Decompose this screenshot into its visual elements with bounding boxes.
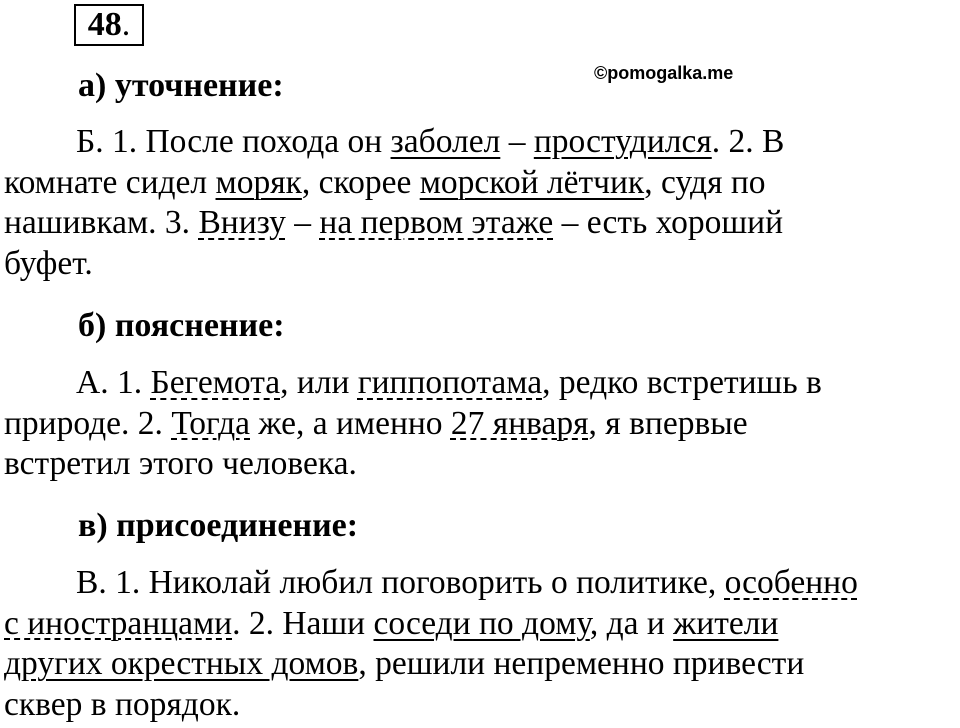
text-run: , или — [280, 364, 358, 401]
paragraph-line — [4, 604, 956, 645]
text-run: , редко встретишь в — [542, 364, 822, 401]
solid-underlined-phrase: простудился — [533, 123, 712, 160]
dashed-underlined-phrase: Внизу — [198, 204, 286, 241]
paragraph-line — [4, 444, 956, 485]
text-run: комнате сидел — [4, 163, 216, 201]
paragraph-line — [4, 203, 956, 244]
text-run: природе. 2. — [4, 404, 172, 442]
text-run: А. 1. — [76, 364, 151, 401]
dashed-underlined-phrase: на первом этаже — [319, 204, 554, 241]
text-run: – есть хороший — [553, 204, 784, 241]
text-run: буфет. — [4, 244, 93, 282]
dashed-underlined-phrase: гиппопотама — [357, 364, 543, 401]
exercise-number: 48 — [87, 6, 122, 43]
section-b-paragraph — [4, 363, 956, 485]
section-c-paragraph — [4, 563, 956, 725]
solid-underlined-phrase: моряк — [215, 163, 302, 201]
paragraph-line — [4, 122, 956, 163]
paragraph-line — [4, 363, 956, 404]
solid-underlined-phrase: заболел — [390, 123, 501, 160]
solid-underlined-phrase: соседи по дому — [373, 604, 590, 642]
text-run: . 2. Наши — [232, 604, 374, 642]
text-run: сквер в порядок. — [4, 685, 241, 723]
solid-underlined-phrase: морской лётчик — [419, 163, 645, 201]
paragraph-line — [4, 163, 956, 204]
text-run: – — [285, 204, 320, 241]
text-run: . 2. В — [711, 123, 785, 160]
text-run: встретил этого человека. — [4, 445, 357, 482]
text-run: , скорее — [301, 163, 420, 201]
text-run: – — [500, 123, 534, 160]
exercise-number-dot: . — [121, 6, 131, 43]
text-run: же, а именно — [250, 404, 451, 442]
paragraph-line — [4, 685, 956, 726]
section-b-heading: б) пояснение: — [78, 307, 285, 344]
watermark: ©pomogalka.me — [594, 63, 734, 83]
text-run: , я впервые — [588, 404, 748, 442]
dashed-underlined-phrase: с иностранцами — [4, 604, 233, 642]
paragraph-line — [4, 644, 956, 685]
text-run: , решили непременно привести — [358, 645, 805, 682]
section-a-paragraph — [4, 122, 956, 284]
solid-underlined-phrase: других окрестных домов — [4, 645, 359, 682]
solid-underlined-phrase: жители — [673, 604, 779, 642]
section-a-heading: а) уточнение: — [78, 67, 284, 104]
paragraph-line — [4, 404, 956, 445]
exercise-number-box — [74, 4, 144, 46]
paragraph-line — [4, 244, 956, 285]
text-run: В. 1. Николай любил поговорить о политике, — [76, 564, 725, 601]
section-c-heading: в) присоединение: — [78, 507, 359, 544]
text-run: , да и — [589, 604, 674, 642]
dashed-underlined-phrase: Тогда — [171, 404, 250, 442]
dashed-underlined-phrase: особенно — [724, 564, 858, 601]
text-run: , судя по — [644, 163, 766, 201]
text-run: нашивкам. 3. — [4, 204, 199, 241]
paragraph-line — [4, 563, 956, 604]
text-run: Б. 1. После похода он — [76, 123, 391, 160]
dash-dot-underlined-phrase: 27 января — [450, 404, 589, 442]
dashed-underlined-phrase: Бегемота — [150, 364, 281, 401]
